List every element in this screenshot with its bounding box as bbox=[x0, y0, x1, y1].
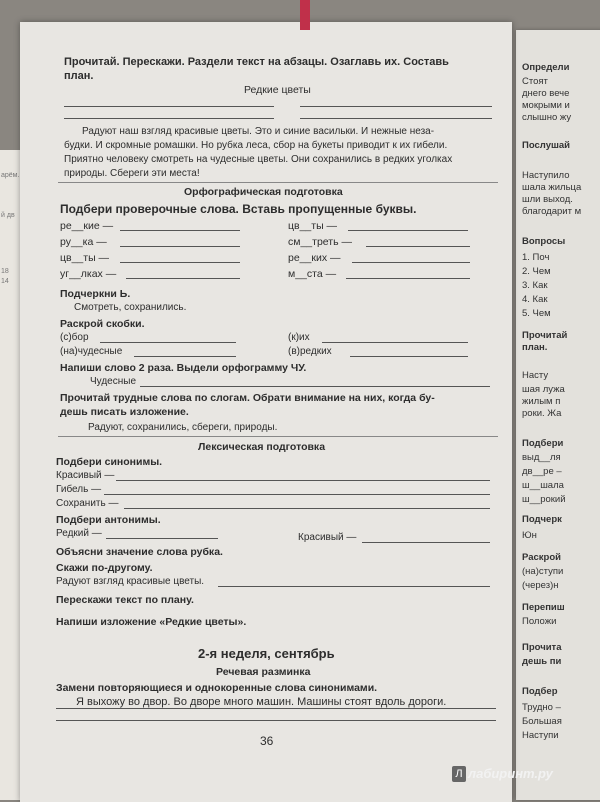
orth-word: ре__кие — bbox=[60, 220, 114, 232]
right-page-line: Перепиш bbox=[522, 602, 565, 613]
right-page-line: дешь пи bbox=[522, 656, 562, 667]
right-page-line: Насту bbox=[522, 370, 549, 381]
answer-line[interactable] bbox=[56, 720, 496, 721]
divider bbox=[58, 436, 498, 437]
bracket-word: (с)бор bbox=[60, 332, 89, 343]
task-write-twice: Напиши слово 2 раза. Выдели орфограмму ЧУ. bbox=[60, 362, 307, 374]
right-page-line: шли выход. bbox=[522, 194, 573, 205]
left-edge-tag: 14 bbox=[1, 278, 9, 285]
right-page-line: Трудно – bbox=[522, 702, 561, 713]
title-line[interactable] bbox=[64, 106, 274, 107]
story-text: природы. Сбереги эти места! bbox=[64, 168, 200, 179]
right-page-line: дв__ре – bbox=[522, 466, 562, 477]
task-write-summary: Напиши изложение «Редкие цветы». bbox=[56, 616, 247, 628]
answer-line[interactable] bbox=[134, 356, 236, 357]
underline-words: Смотреть, сохранились. bbox=[74, 302, 187, 313]
right-page-line: Подбер bbox=[522, 686, 558, 697]
right-page-line: Прочитай bbox=[522, 330, 568, 341]
right-page-line: 4. Как bbox=[522, 294, 548, 305]
title-line[interactable] bbox=[300, 106, 492, 107]
answer-line[interactable] bbox=[56, 708, 496, 709]
right-page-line: 3. Как bbox=[522, 280, 548, 291]
orth-word: ру__ка — bbox=[60, 236, 107, 248]
right-page-line: Определи bbox=[522, 62, 570, 73]
task-explain: Объясни значение слова рубка. bbox=[56, 546, 223, 558]
antonym-word: Редкий — bbox=[56, 528, 102, 539]
antonym-word: Красивый — bbox=[298, 532, 357, 543]
section-title-lexical: Лексическая подготовка bbox=[198, 441, 326, 453]
answer-line[interactable] bbox=[348, 230, 468, 231]
answer-line[interactable] bbox=[116, 480, 490, 481]
title-line[interactable] bbox=[64, 118, 274, 119]
answer-line[interactable] bbox=[100, 342, 236, 343]
orth-word: цв__ты — bbox=[60, 252, 110, 264]
synonym-word: Сохранить — bbox=[56, 498, 119, 509]
answer-line[interactable] bbox=[120, 230, 240, 231]
right-page-line: 5. Чем bbox=[522, 308, 551, 319]
answer-line[interactable] bbox=[366, 246, 470, 247]
right-page-line: Прочита bbox=[522, 642, 562, 653]
bookmark-ribbon bbox=[300, 0, 310, 30]
right-page-line: Послушай bbox=[522, 140, 571, 151]
title-line[interactable] bbox=[300, 118, 492, 119]
right-page-line: Положи bbox=[522, 616, 557, 627]
replace-text: Я выхожу во двор. Во дворе много машин. Машины стоят вдоль дороги. bbox=[76, 696, 447, 708]
right-page-line: жилым п bbox=[522, 396, 561, 407]
orth-word: ре__ких — bbox=[288, 252, 341, 264]
story-text: Радуют наш взгляд красивые цветы. Это и синие васильки. И нежные неза- bbox=[82, 126, 435, 137]
bracket-word: (к)их bbox=[288, 332, 310, 343]
story-title: Редкие цветы bbox=[244, 84, 311, 96]
answer-line[interactable] bbox=[126, 278, 240, 279]
right-page-line: Большая bbox=[522, 716, 562, 727]
synonym-word: Красивый — bbox=[56, 470, 115, 481]
answer-line[interactable] bbox=[322, 342, 468, 343]
right-page-line: ш__шала bbox=[522, 480, 564, 491]
answer-line[interactable] bbox=[120, 262, 240, 263]
task-syllables: Прочитай трудные слова по слогам. Обрати внимание на них, когда бу- bbox=[60, 392, 435, 404]
orth-word: м__ста — bbox=[288, 268, 337, 280]
task-underline: Подчеркни Ь. bbox=[60, 288, 131, 300]
left-edge-tag: 18 bbox=[1, 268, 9, 275]
right-page-line: мокрыми и bbox=[522, 100, 570, 111]
right-page-line: Подчерк bbox=[522, 514, 562, 525]
section-title-orthography: Орфографическая подготовка bbox=[184, 186, 343, 198]
task-antonyms: Подбери антонимы. bbox=[56, 514, 161, 526]
right-page-line: 1. Поч bbox=[522, 252, 550, 263]
watermark: лабиринт.ру bbox=[468, 766, 553, 781]
answer-line[interactable] bbox=[104, 494, 490, 495]
write-twice-word: Чудесные bbox=[90, 376, 137, 387]
bracket-word: (в)редких bbox=[288, 346, 332, 357]
task-replace: Замени повторяющиеся и однокоренные слова синонимами. bbox=[56, 682, 378, 694]
right-page-line: Наступи bbox=[522, 730, 559, 741]
synonym-word: Гибель — bbox=[56, 484, 102, 495]
story-text: Приятно человеку смотреть на чудесные цветы. Они сохранились в редких уголках bbox=[64, 154, 453, 165]
right-page-line: шая лужа bbox=[522, 384, 565, 395]
orth-word: уг__лках — bbox=[60, 268, 117, 280]
right-page-line: (на)ступи bbox=[522, 566, 564, 577]
right-page-line: Подбери bbox=[522, 438, 564, 449]
task-say-other: Скажи по-другому. bbox=[56, 562, 153, 574]
task-retell-plan: Перескажи текст по плану. bbox=[56, 594, 194, 606]
right-page-line: Стоят bbox=[522, 76, 548, 87]
task-synonyms: Подбери синонимы. bbox=[56, 456, 163, 468]
right-page-line: план. bbox=[522, 342, 548, 353]
answer-line[interactable] bbox=[346, 278, 470, 279]
task-retell-heading: Прочитай. Перескажи. Раздели текст на абзацы. Озаглавь их. Составь bbox=[64, 56, 449, 68]
right-page-line: слышно жу bbox=[522, 112, 572, 123]
syllables-words: Радуют, сохранились, сбереги, природы. bbox=[88, 422, 278, 433]
orth-word: цв__ты — bbox=[288, 220, 338, 232]
story-text: будки. И скромные ромашки. Но рубка леса, сбор на букеты приводит к их гибели. bbox=[64, 140, 448, 151]
bracket-word: (на)чудесные bbox=[60, 346, 123, 357]
right-page-line: 2. Чем bbox=[522, 266, 551, 277]
answer-line[interactable] bbox=[120, 246, 240, 247]
right-page-line: Юн bbox=[522, 530, 537, 541]
right-page-line: благодарит м bbox=[522, 206, 582, 217]
right-page-line: Раскрой bbox=[522, 552, 561, 563]
task-retell-heading-cont: план. bbox=[64, 70, 94, 82]
page-number: 36 bbox=[260, 734, 274, 748]
right-page-line: днего вече bbox=[522, 88, 570, 99]
left-edge-tag: й дв bbox=[1, 212, 15, 219]
answer-line[interactable] bbox=[218, 586, 490, 587]
right-page-line: роки. Жа bbox=[522, 408, 562, 419]
answer-line[interactable] bbox=[106, 538, 218, 539]
divider bbox=[58, 182, 498, 183]
right-page bbox=[516, 30, 600, 800]
answer-line[interactable] bbox=[362, 542, 490, 543]
say-other-text: Радуют взгляд красивые цветы. bbox=[56, 576, 205, 587]
labirint-logo-icon: Л bbox=[452, 766, 466, 782]
right-page-line: шала жильца bbox=[522, 182, 582, 193]
answer-line[interactable] bbox=[124, 508, 490, 509]
task-check-words: Подбери проверочные слова. Вставь пропущенные буквы. bbox=[60, 202, 417, 216]
orth-word: см__треть — bbox=[288, 236, 352, 248]
answer-line[interactable] bbox=[352, 262, 470, 263]
right-page-line: Вопросы bbox=[522, 236, 566, 247]
task-syllables-cont: дешь писать изложение. bbox=[60, 406, 189, 418]
workbook-page bbox=[20, 22, 512, 802]
right-page-line: выд__ля bbox=[522, 452, 561, 463]
task-brackets: Раскрой скобки. bbox=[60, 318, 145, 330]
answer-line[interactable] bbox=[140, 386, 490, 387]
right-page-line: (через)н bbox=[522, 580, 559, 591]
warmup-title: Речевая разминка bbox=[216, 666, 311, 678]
right-page-line: ш__рокий bbox=[522, 494, 566, 505]
week-title: 2-я неделя, сентябрь bbox=[198, 646, 335, 661]
answer-line[interactable] bbox=[350, 356, 468, 357]
right-page-line: Наступило bbox=[522, 170, 570, 181]
left-edge-tag: арём. bbox=[1, 172, 20, 179]
